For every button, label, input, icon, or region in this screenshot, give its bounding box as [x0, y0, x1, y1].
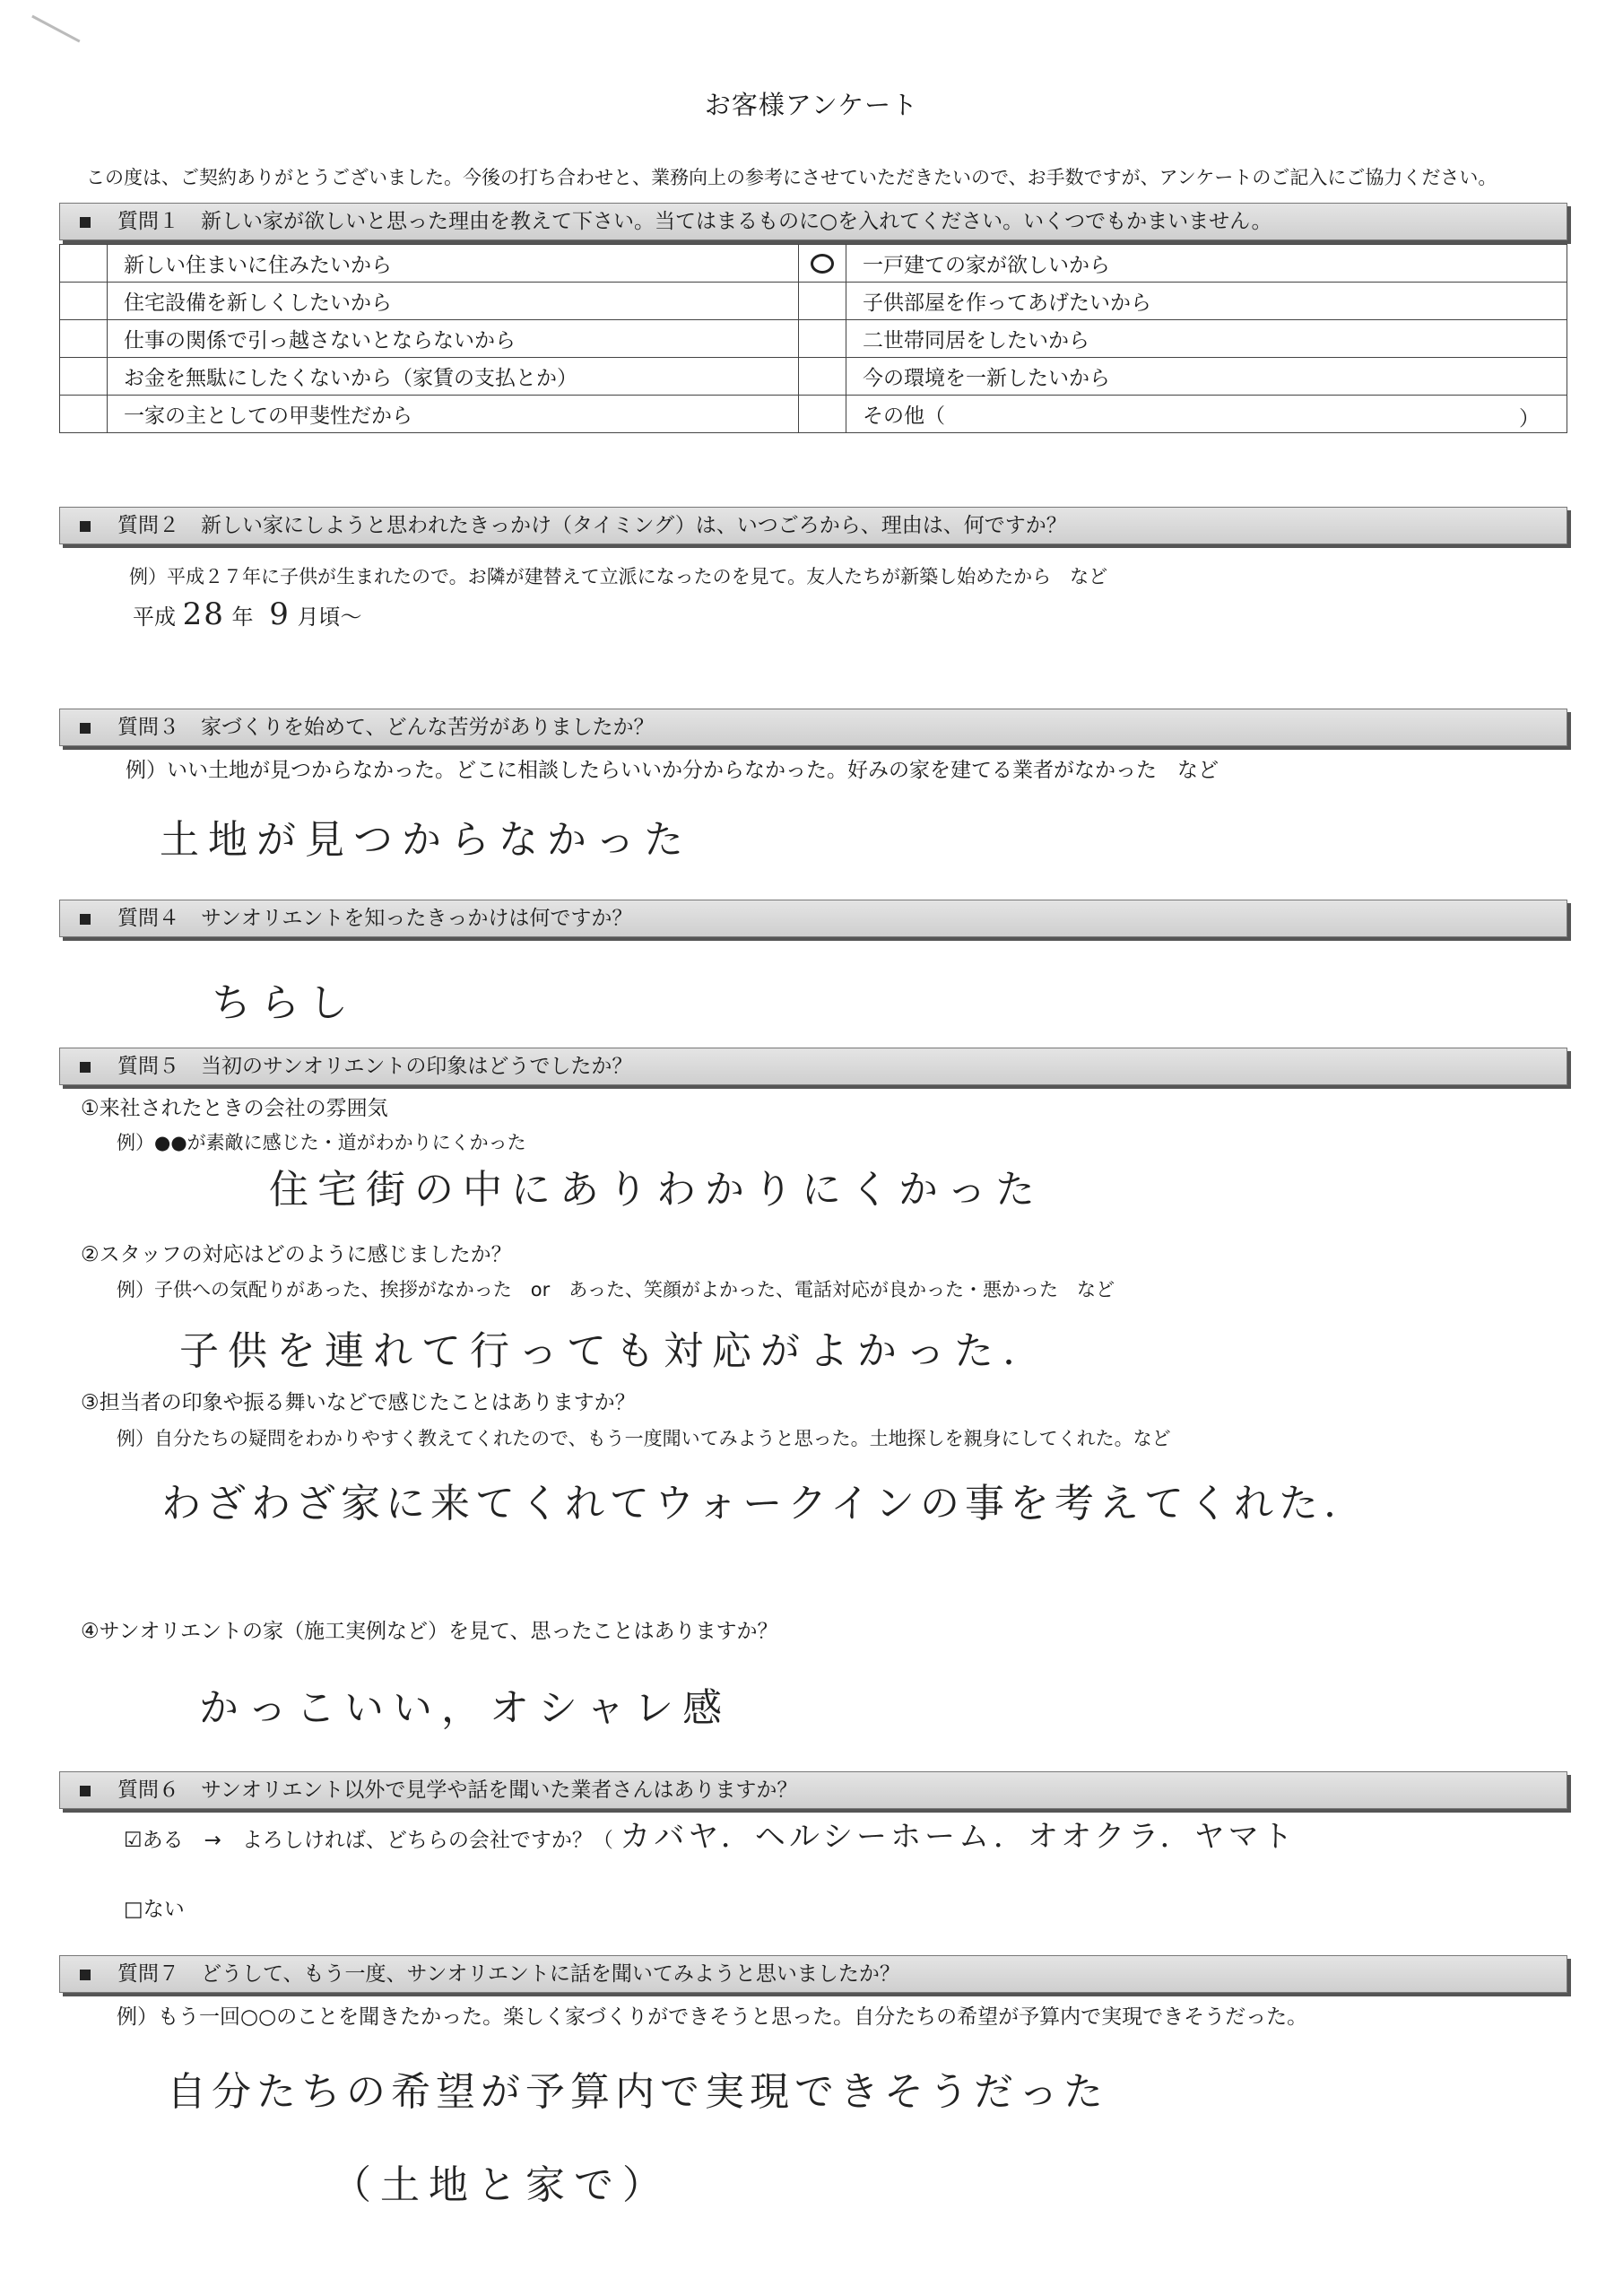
answer-q7-line1-handwriting: 自分たちの希望が予算内で実現できそうだった [167, 2069, 1108, 2115]
bullet-square-icon [80, 1786, 91, 1796]
month-suffix: 月頃～ [297, 604, 362, 630]
checkbox-cell[interactable] [60, 396, 108, 433]
example-text: 例）子供への気配りがあった、挨拶がなかった or あった、笑顔がよかった、電話対応が良かった・悪かった など [117, 1279, 1115, 1300]
table-row [60, 283, 1567, 320]
example-text: 例）もう一回○○のことを聞きたかった。楽しく家づくりができそうと思った。自分たちの希望が予算内で実現できそうだった。 [117, 2005, 1308, 2029]
option-label: 仕事の関係で引っ越さないとならないから [108, 320, 799, 358]
intro-text: この度は、ご契約ありがとうございました。今後の打ち合わせと、業務向上の参考にさせていただきたいので、お手数ですが、アンケートのご記入にご協力ください。 [86, 167, 1497, 188]
bullet-square-icon [80, 521, 91, 532]
question-number: 質問７ [117, 1962, 179, 1986]
reasons-table [59, 244, 1567, 433]
question-number: 質問４ [117, 907, 179, 930]
bullet-square-icon [80, 914, 91, 925]
answer-q5-4-handwriting: かっこいい，オシャレ感 [199, 1685, 732, 1731]
option-label: お金を無駄にしたくないから（家賃の支払とか） [108, 358, 799, 396]
example-text: 例）●●が素敵に感じた・道がわかりにくかった [117, 1132, 526, 1153]
circled-mark-icon [811, 254, 834, 274]
question-6-header [59, 1771, 1567, 1809]
checkbox-cell[interactable] [60, 283, 108, 320]
sub-question-4: ④サンオリエントの家（施工実例など）を見て、思ったことはありますか？ [81, 1620, 778, 1643]
option-label: 子供部屋を作ってあげたいから [846, 283, 1567, 320]
checkbox-cell[interactable] [60, 320, 108, 358]
bullet-square-icon [80, 1062, 91, 1073]
table-row [60, 245, 1567, 283]
page-title: お客様アンケート [704, 90, 919, 120]
question-2-header [59, 507, 1567, 544]
table-row [60, 320, 1567, 358]
question-7-header [59, 1955, 1567, 1993]
question-4-header [59, 900, 1567, 937]
option-yes-label: ☑ある → よろしければ、どちらの会社ですか？（ [124, 1829, 613, 1852]
sub-question-2: ②スタッフの対応はどのように感じましたか？ [81, 1243, 512, 1266]
option-label: 新しい住まいに住みたいから [108, 245, 799, 283]
answer-q5-3-handwriting: わざわざ家に来てくれてウォークインの事を考えてくれた. [161, 1481, 1342, 1526]
question-text: 当初のサンオリエントの印象はどうでしたか？ [201, 1055, 633, 1078]
answer-q6-handwriting: カバヤ．ヘルシーホーム．オオクラ．ヤマト [620, 1819, 1297, 1855]
question-5-header [59, 1048, 1567, 1085]
answer-q5-2-handwriting: 子供を連れて行っても対応がよかった. [179, 1328, 1024, 1374]
option-label: 二世帯同居をしたいから [846, 320, 1567, 358]
answer-q2 [133, 596, 361, 632]
checkbox-cell[interactable] [60, 245, 108, 283]
example-text: 例）平成２７年に子供が生まれたので。お隣が建替えて立派になったのを見て。友人たちが新築し始めたから など [129, 566, 1108, 587]
answer-q4-handwriting: ちらし [212, 980, 357, 1026]
answer-q3-handwriting: 土地が見つからなかった [160, 817, 692, 863]
sub-question-1: ①来社されたときの会社の雰囲気 [81, 1097, 388, 1120]
option-label: 今の環境を一新したいから [846, 358, 1567, 396]
bullet-square-icon [80, 217, 91, 228]
table-row [60, 358, 1567, 396]
checkbox-cell[interactable] [60, 358, 108, 396]
question-number: 質問３ [117, 716, 179, 739]
question-text: 新しい家が欲しいと思った理由を教えて下さい。当てはまるものに○を入れてください。いくつでもかまいません。 [201, 210, 1272, 233]
question-1-header [59, 203, 1567, 240]
question-number: 質問６ [117, 1779, 179, 1802]
option-other-cell[interactable] [846, 396, 1567, 433]
scan-mark [27, 15, 80, 51]
question-number: 質問５ [117, 1055, 179, 1078]
question-3-header [59, 709, 1567, 746]
answer-q5-1-handwriting: 住宅街の中にありわかりにくかった [269, 1167, 1044, 1213]
question-number: 質問１ [117, 210, 179, 233]
option-no[interactable]: □ない [124, 1898, 185, 1921]
other-close-paren: ） [1519, 407, 1540, 430]
handwritten-year: 28 [182, 596, 225, 632]
sub-question-3: ③担当者の印象や振る舞いなどで感じたことはありますか？ [81, 1391, 636, 1414]
handwritten-month: 9 [269, 596, 291, 632]
checkbox-cell[interactable] [799, 396, 846, 433]
option-yes[interactable] [124, 1812, 1297, 1856]
question-text: サンオリエントを知ったきっかけは何ですか？ [201, 907, 633, 930]
bullet-square-icon [80, 723, 91, 734]
example-text: 例）いい土地が見つからなかった。どこに相談したらいいか分からなかった。好みの家を建てる業者がなかった など [126, 759, 1219, 782]
option-label: 住宅設備を新しくしたいから [108, 283, 799, 320]
example-text: 例）自分たちの疑問をわかりやすく教えてくれたので、もう一度聞いてみようと思った。土地探しを親身にしてくれた。など [117, 1428, 1171, 1449]
checkbox-cell[interactable] [799, 245, 846, 283]
question-number: 質問２ [117, 514, 179, 537]
bullet-square-icon [80, 1970, 91, 1980]
checkbox-cell[interactable] [799, 283, 846, 320]
question-text: サンオリエント以外で見学や話を聞いた業者さんはありますか？ [201, 1779, 798, 1802]
question-text: 新しい家にしようと思われたきっかけ（タイミング）は、いつごろから、理由は、何ですか？ [201, 514, 1067, 537]
year-unit: 年 [231, 604, 254, 630]
answer-q7-line2-handwriting: （土地と家で） [332, 2162, 671, 2208]
option-label: 一戸建ての家が欲しいから [846, 245, 1567, 283]
question-text: 家づくりを始めて、どんな苦労がありましたか？ [201, 716, 655, 739]
option-label: その他（ [863, 404, 945, 428]
checkbox-cell[interactable] [799, 358, 846, 396]
era-label: 平成 [133, 604, 176, 630]
checkbox-cell[interactable] [799, 320, 846, 358]
question-text: どうして、もう一度、サンオリエントに話を聞いてみようと思いましたか？ [201, 1962, 900, 1986]
option-label: 一家の主としての甲斐性だから [108, 396, 799, 433]
table-row [60, 396, 1567, 433]
